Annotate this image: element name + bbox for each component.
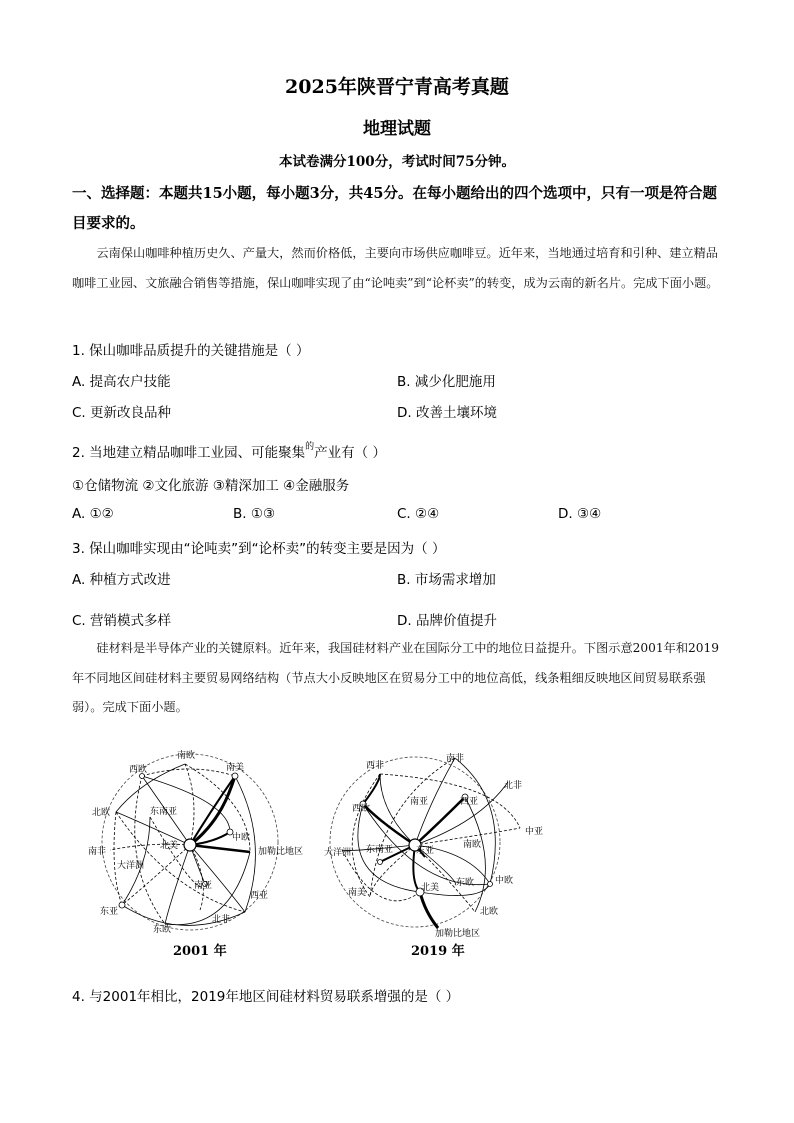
label-2019-beiou: 北欧	[480, 907, 499, 917]
label-2019-beimei: 北美	[421, 883, 440, 893]
label-2019-nanmei: 南美	[348, 888, 367, 898]
label-2001-beimei: 北美	[160, 841, 179, 851]
label-2019-dongou: 东欧	[456, 878, 475, 888]
section-heading: 一、选择题：本题共15小题，每小题3分，共45分。在每小题给出的四个选项中，只有一项是符合题目要求的。	[72, 185, 717, 232]
label-2019-nanou: 南欧	[463, 840, 482, 850]
question-1-option-b[interactable]: B. 减少化肥施用	[397, 374, 496, 390]
passage-coffee: 云南保山咖啡种植历史久、产量大，然而价格低，主要向市场供应咖啡豆。近年来，当地通过培育和引种、建立精品咖啡工业园、文旅融合销售等措施，保山咖啡实现了由“论吨卖”到“论杯卖”的转变，成为云南的新名片。完成下面小题。	[72, 246, 719, 290]
label-2001-dayangzhou: 大洋洲	[117, 861, 145, 871]
label-2001-zhongou: 中欧	[232, 833, 251, 843]
label-2019-dongya: 东亚	[416, 846, 435, 856]
label-2001-nanmei: 南美	[226, 763, 245, 773]
label-2001-jialebi: 加勒比地区	[258, 847, 304, 857]
question-3-stem: 3. 保山咖啡实现由“论吨卖”到“论杯卖”的转变主要是因为（ ）	[72, 541, 446, 557]
question-4-stem: 4. 与2001年相比，2019年地区间硅材料贸易联系增强的是（ ）	[72, 989, 460, 1005]
question-2-items: ①仓储物流 ②文化旅游 ③精深加工 ④金融服务	[72, 478, 350, 494]
passage-silicon: 硅材料是半导体产业的关键原料。近年来，我国硅材料产业在国际分工中的地位日益提升。下图示意2001年和2019年不同地区间硅材料主要贸易网络结构（节点大小反映地区在贸易分工中的地位高低，线条粗细反映地区间贸易联系强弱）。完成下面小题。	[72, 641, 720, 714]
caption-2019: 2019 年	[411, 944, 465, 959]
label-2001-nanya: 南亚	[194, 881, 213, 891]
question-3-option-a[interactable]: A. 种植方式改进	[72, 572, 171, 588]
labels-2001	[88, 749, 303, 959]
label-2019-xiou: 西欧	[352, 804, 371, 814]
label-2019-dayangzhou: 大洋洲	[324, 848, 352, 858]
label-2001-beiou: 北欧	[92, 808, 111, 818]
label-2019-xifei: 西非	[366, 761, 385, 771]
label-2019-dongnanya: 东南亚	[366, 845, 394, 855]
question-2-option-c[interactable]: C. ②④	[397, 506, 440, 522]
label-2001-beifei: 北非	[212, 915, 231, 925]
question-2-stem-part1: 2. 当地建立精品咖啡工业园、可能聚集	[72, 445, 306, 461]
label-2001-xiya: 西亚	[250, 891, 269, 901]
labels-2019	[324, 752, 543, 959]
label-2019-beifei: 北非	[504, 781, 523, 791]
label-2001-dongou: 东欧	[153, 925, 172, 935]
caption-2001: 2001 年	[173, 944, 227, 959]
label-2019-nanfei: 南非	[446, 754, 465, 764]
label-2019-xiya: 西亚	[460, 797, 479, 807]
subject-title: 地理试题	[363, 119, 431, 139]
network-2019-lines	[330, 757, 523, 928]
question-1-option-c[interactable]: C. 更新改良品种	[72, 405, 172, 421]
question-2-stem-part2: 产业有（ ）	[314, 445, 386, 461]
label-2001-xiou: 西欧	[129, 765, 148, 775]
question-2-stem-sup: 的	[305, 442, 315, 452]
label-2019-jialebi: 加勒比地区	[435, 929, 481, 939]
question-2-option-b[interactable]: B. ①③	[233, 506, 276, 522]
label-2019-zhongya: 中亚	[525, 827, 544, 837]
exam-info: 本试卷满分100分，考试时间75分钟。	[279, 154, 515, 170]
question-1-option-d[interactable]: D. 改善土壤环境	[397, 405, 497, 421]
question-2-option-d[interactable]: D. ③④	[558, 506, 602, 522]
trade-network-figure	[80, 742, 544, 964]
question-2-option-a[interactable]: A. ①②	[72, 506, 114, 522]
question-1-stem: 1. 保山咖啡品质提升的关键措施是（ ）	[72, 343, 310, 359]
label-2001-dongya: 东亚	[100, 907, 119, 917]
question-2-stem	[72, 441, 386, 461]
question-1-option-a[interactable]: A. 提高农户技能	[72, 374, 171, 390]
label-2001-nanfei: 南非	[88, 847, 107, 857]
question-3-option-d[interactable]: D. 品牌价值提升	[397, 613, 497, 629]
question-3-option-b[interactable]: B. 市场需求增加	[397, 572, 496, 588]
label-2001-nanou: 南欧	[177, 751, 196, 761]
page-title: 2025年陕晋宁青高考真题	[285, 76, 509, 98]
label-2001-dongnanya: 东南亚	[150, 807, 178, 817]
label-2019-nanya: 南亚	[410, 797, 429, 807]
question-3-option-c[interactable]: C. 营销模式多样	[72, 613, 172, 629]
label-2019-zhongou: 中欧	[495, 876, 514, 886]
